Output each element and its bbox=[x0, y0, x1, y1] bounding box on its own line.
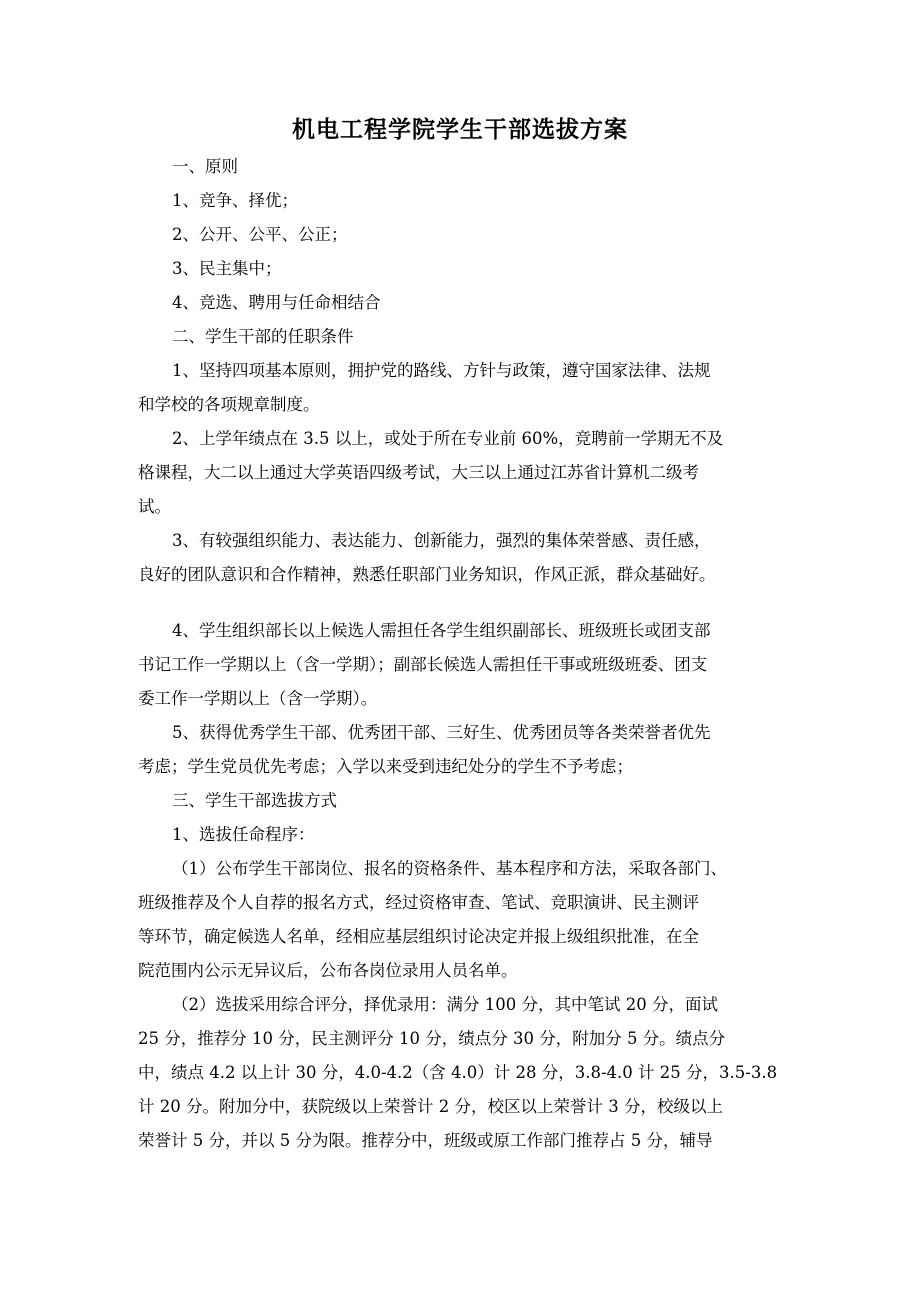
document-body bbox=[138, 150, 786, 1158]
paragraph-line: 4、学生组织部长以上候选人需担任各学生组织副部长、班级班长或团支部 bbox=[172, 621, 711, 640]
paragraph-line: 中，绩点 4.2 以上计 30 分，4.0-4.2（含 4.0）计 28 分，3.8-4.0 计 25 分，3.5-3.8 bbox=[138, 1063, 778, 1082]
subheading-procedure: 1、选拔任命程序： bbox=[172, 825, 315, 844]
paragraph-line: 1、坚持四项基本原则，拥护党的路线、方针与政策，遵守国家法律、法规 bbox=[172, 361, 711, 380]
paragraph-line: 荣誉计 5 分，并以 5 分为限。推荐分中，班级或原工作部门推荐占 5 分，辅导 bbox=[138, 1131, 713, 1150]
paragraph-line: 试。 bbox=[138, 497, 171, 516]
paragraph-line: 5、获得优秀学生干部、优秀团干部、三好生、优秀团员等各类荣誉者优先 bbox=[172, 723, 711, 742]
paragraph-line: （1）公布学生干部岗位、报名的资格条件、基本程序和方法，采取各部门、 bbox=[172, 859, 727, 878]
principle-item: 2、公开、公平、公正； bbox=[172, 225, 348, 244]
paragraph-line: 3、有较强组织能力、表达能力、创新能力，强烈的集体荣誉感、责任感， bbox=[172, 531, 711, 550]
paragraph-line: 2、上学年绩点在 3.5 以上，或处于所在专业前 60%，竞聘前一学期无不及 bbox=[172, 429, 724, 448]
paragraph-line: 良好的团队意识和合作精神，熟悉任职部门业务知识，作风正派，群众基础好。 bbox=[138, 565, 716, 584]
principle-item: 4、竞选、聘用与任命相结合 bbox=[172, 293, 381, 312]
paragraph-line: 书记工作一学期以上（含一学期）；副部长候选人需担任干事或班级班委、团支 bbox=[138, 655, 708, 674]
section-heading-principles: 一、原则 bbox=[172, 157, 238, 176]
principle-item: 3、民主集中； bbox=[172, 259, 282, 278]
paragraph-line: 考虑；学生党员优先考虑；入学以来受到违纪处分的学生不予考虑； bbox=[138, 757, 633, 776]
paragraph-line: 班级推荐及个人自荐的报名方式，经过资格审查、笔试、竞职演讲、民主测评 bbox=[138, 893, 699, 912]
paragraph-line: 院范围内公示无异议后，公布各岗位录用人员名单。 bbox=[138, 961, 518, 980]
principle-item: 1、竞争、择优； bbox=[172, 191, 298, 210]
paragraph-line: （2）选拔采用综合评分，择优录用：满分 100 分，其中笔试 20 分，面试 bbox=[172, 995, 718, 1014]
document-title: 机电工程学院学生干部选拔方案 bbox=[292, 116, 628, 143]
paragraph-line: 计 20 分。附加分中，获院级以上荣誉计 2 分，校区以上荣誉计 3 分，校级以上 bbox=[138, 1097, 723, 1116]
paragraph-line: 格课程，大二以上通过大学英语四级考试，大三以上通过江苏省计算机二级考 bbox=[138, 463, 699, 482]
blank-gap bbox=[138, 592, 786, 614]
paragraph-line: 等环节，确定候选人名单，经相应基层组织讨论决定并报上级组织批准，在全 bbox=[138, 927, 699, 946]
paragraph-line: 25 分，推荐分 10 分，民主测评分 10 分，绩点分 30 分，附加分 5 分。绩点分 bbox=[138, 1029, 726, 1048]
section-heading-conditions: 二、学生干部的任职条件 bbox=[172, 327, 354, 346]
section-heading-selection: 三、学生干部选拔方式 bbox=[172, 791, 337, 810]
paragraph-line: 委工作一学期以上（含一学期）。 bbox=[138, 689, 378, 708]
paragraph-line: 和学校的各项规章制度。 bbox=[138, 395, 320, 414]
